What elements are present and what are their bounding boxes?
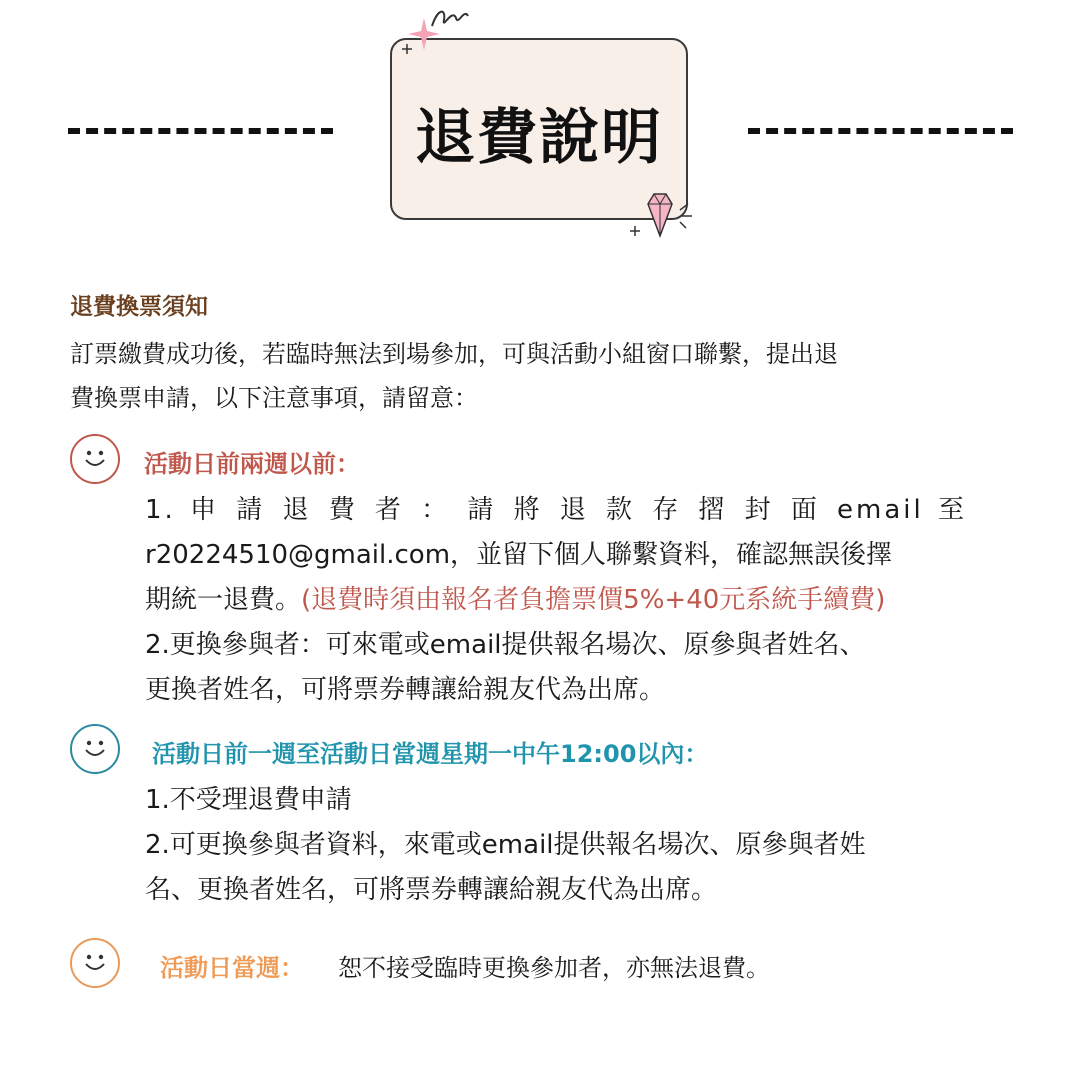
- body-line: 名、更換者姓名，可將票券轉讓給親友代為出席。: [145, 875, 718, 905]
- right-dashed-divider: [748, 128, 1013, 134]
- condition-body-event-week: 恕不接受臨時更換參加者，亦無法退費。: [338, 954, 770, 982]
- page-title: 退費說明: [415, 103, 663, 173]
- body-line: r20224510@gmail.com，並留下個人聯繫資料，確認無誤後擇: [145, 540, 893, 570]
- smiley-icon: [70, 938, 120, 988]
- body-line-text: 期統一退費。: [145, 585, 302, 615]
- diamond-icon: [642, 190, 678, 240]
- plus-doodle-icon: [628, 224, 642, 238]
- condition-heading-two-weeks: 活動日前兩週以前：: [144, 450, 360, 478]
- plus-doodle-icon: [400, 42, 414, 56]
- fee-note: (退費時須由報名者負擔票價5%+40元系統手續費): [301, 585, 886, 615]
- body-line: [145, 578, 967, 623]
- spark-lines-icon: [676, 198, 700, 234]
- smiley-icon: [70, 434, 120, 484]
- intro-line: 費換票申請，以下注意事項，請留意：: [70, 384, 478, 412]
- condition-heading-one-week: 活動日前一週至活動日當週星期一中午12:00以內：: [152, 740, 709, 768]
- section-heading-refund-notice: 退費換票須知: [70, 294, 208, 320]
- condition-heading-event-week: 活動日當週：: [160, 954, 304, 982]
- body-line: 1.不受理退費申請: [145, 785, 352, 815]
- smiley-icon: [70, 724, 120, 774]
- condition-body-one-week: [145, 778, 967, 913]
- condition-body-two-weeks: [145, 488, 967, 713]
- intro-line: 訂票繳費成功後，若臨時無法到場參加，可與活動小組窗口聯繫，提出退: [70, 340, 838, 368]
- left-dashed-divider: [68, 128, 333, 134]
- body-line: 1. 申 請 退 費 者 ： 請 將 退 款 存 摺 封 面 email 至: [145, 495, 967, 525]
- body-line: 2.更換參與者：可來電或email提供報名場次、原參與者姓名、: [145, 630, 866, 660]
- body-line: 2.可更換參與者資料，來電或email提供報名場次、原參與者姓: [145, 830, 866, 860]
- intro-paragraph: [70, 332, 1030, 420]
- loop-doodle-icon: [428, 4, 476, 34]
- body-line: 更換者姓名，可將票券轉讓給親友代為出席。: [145, 675, 666, 705]
